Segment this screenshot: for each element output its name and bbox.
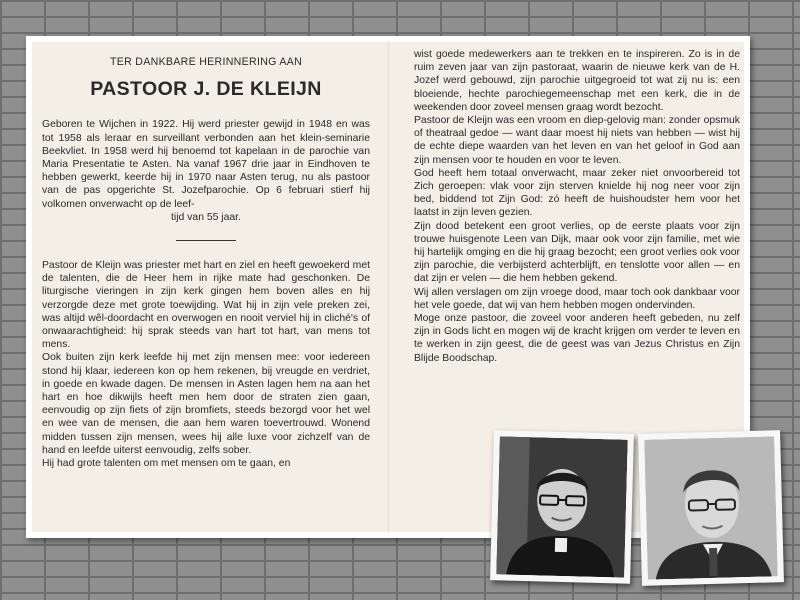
- dedication-heading: TER DANKBARE HERINNERING AAN: [109, 56, 303, 68]
- right-paragraph: Pastoor de Kleijn was een vroom en diep-gelovig man: zonder opsmuk of theatraal gedoe — want daar moest hij niets van hebben — wist hij de echte diepe waarden van het leven en van het geloof in God aan zijn mensen voor te houden en voor te leven.: [414, 115, 740, 166]
- portrait-photo-older: [638, 430, 784, 586]
- divider-line: [176, 240, 236, 241]
- right-paragraph: Moge onze pastoor, die zoveel voor anderen heeft gebeden, nu zelf zijn in Gods licht en mogen wij de kracht krijgen om verder te leven en te werken in zijn geest, die de geest was van Jezus Christus en Zijn Blijde Boodschap.: [414, 313, 740, 364]
- right-paragraph: Wij allen verslagen om zijn vroege dood, maar toch ook dankbaar voor het vele goede, dat wij van hem hebben mogen ondervinden.: [414, 286, 740, 311]
- right-paragraph: God heeft hem totaal onverwacht, maar zeker niet onvoorbereid tot Zich geroepen: vlak voor zijn sterven knielde hij nog neer voor zijn bed, biddend tot Zijn God: zó heeft de huishoudster hem voor het laatst in zijn leven gezien.: [414, 167, 740, 219]
- portrait-older-icon: [644, 436, 778, 579]
- right-paragraph: wist goede medewerkers aan te trekken en te inspireren. Zo is in de ruim zeven jaar van zijn pastoraat, waarin de nieuwe kerk van de H. Jozef werd gebouwd, zijn parochie uitgegroeid tot wat zij nu is: een bloeiende, hechte parochiegemeenschap met een kerk, die in de weekenden door zoveel mensen graag wordt bezocht.: [414, 49, 740, 113]
- portrait-young-icon: [496, 436, 628, 577]
- biography-last-line: tijd van 55 jaar.: [171, 211, 241, 223]
- left-page: [42, 42, 370, 470]
- left-paragraph: Pastoor de Kleijn was priester met hart en ziel en heeft gewoekerd met de talenten, die de Heer hem in rijke mate had geschonken. De liturgische vieringen in zijn kerk gingen hem boven alles en hij verzorgde deze met grote toewijding. Wat hij in zijn vele preken zei, was altijd wêl-doordacht en overwogen en nooit verviel hij in cliché's of onwaarachtigheid: hij sprak steeds van hart tot hart, van mens tot mens.: [42, 260, 370, 351]
- portrait-photo-young: [490, 430, 634, 584]
- left-paragraph: Ook buiten zijn kerk leefde hij met zijn mensen mee: voor iedereen stond hij klaar, iedereen kon op hem rekenen, bij vreugde en verdriet, in goede en kwade dagen. De mensen in Asten lagen hem na aan het hart en hoe dikwijls heeft men hem door de straten zien gaan, eenvoudig op zijn fiets of zijn bromfiets, steeds bezorgd voor het wel en wee van de mensen, die aan hem waren toevertrouwd. Wonend midden tussen zijn mensen, wees hij alle luxe voor zichzelf van de hand en leefde uiterst eenvoudig, zelfs sober.: [42, 352, 370, 456]
- card-fold: [388, 42, 390, 532]
- biography-text: Geboren te Wijchen in 1922. Hij werd priester gewijd in 1948 en was tot 1958 als leraar en surveillant verbonden aan het klein-seminarie Beekvliet. In 1958 werd hij benoemd tot kapelaan in de parochie van Maria Presentatie te Asten. Na vanaf 1967 drie jaar in Eindhoven te hebben gewerkt, keerde hij in 1970 naar Asten terug, nu als pastoor van de pas opgerichte St. Jozefparochie. Op 6 februari stierf hij volkomen onverwacht op de leef-: [42, 119, 370, 210]
- left-paragraph: Hij had grote talenten om met mensen om te gaan, en: [42, 458, 291, 470]
- right-paragraph: Zijn dood betekent een groot verlies, op de eerste plaats voor zijn trouwe huisgenote Leen van Dijk, maar ook voor zijn familie, met wie hij hartelijk omging en die hij graag bezocht; een groot verlies ook voor zijn parochie, die verbijsterd achterblijft, en tenslotte voor allen — en dat zijn er velen — die hem hebben gekend.: [414, 220, 740, 285]
- priest-name: PASTOOR J. DE KLEIJN: [90, 78, 322, 101]
- right-page: [414, 42, 740, 365]
